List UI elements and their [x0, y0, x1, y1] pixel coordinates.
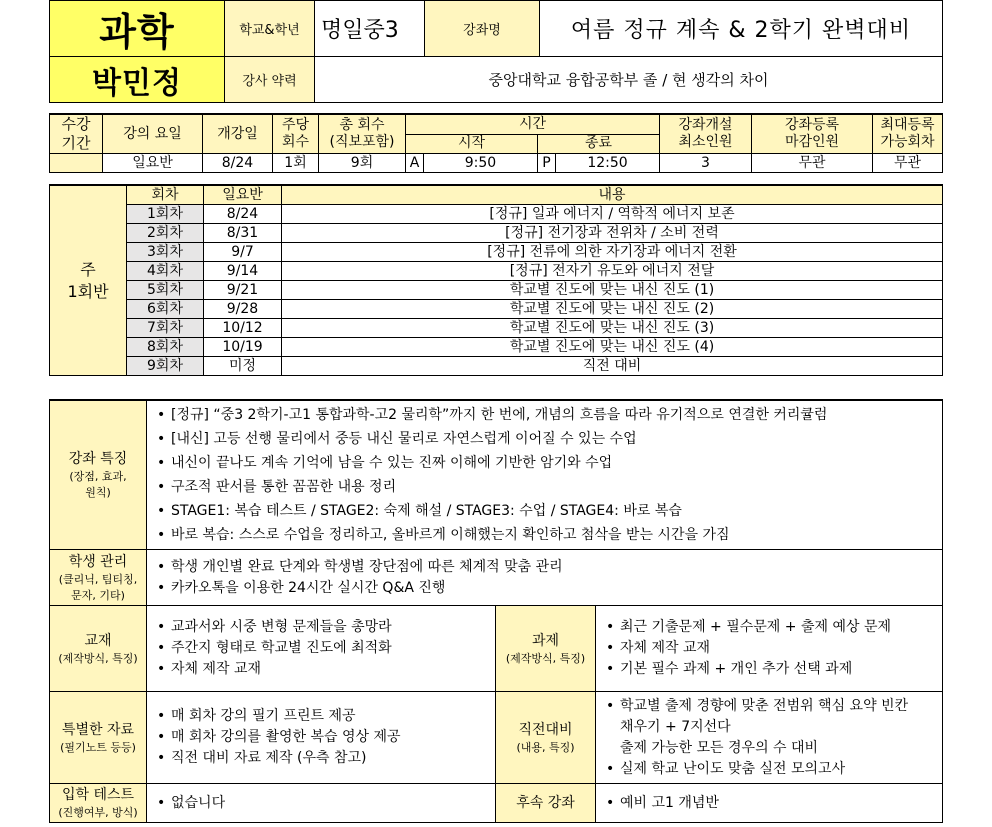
max-header-l2: 가능회차 — [880, 134, 935, 150]
final-prep-label-cell — [496, 692, 596, 784]
textbook-label-cell — [50, 606, 147, 692]
school-label: 학교&학년 — [225, 1, 315, 57]
deadline-header-l2: 마감인원 — [784, 134, 840, 150]
list-item: • 주간지 형태로 학교별 진도에 최적화 — [157, 640, 392, 656]
period-label-spacer — [50, 154, 103, 173]
table-row — [50, 319, 943, 338]
table-row — [50, 338, 943, 357]
followup-label: 후속 강좌 — [516, 795, 575, 811]
date-cell: 8/31 — [204, 224, 282, 243]
total-value: 9회 — [319, 154, 406, 173]
schedule-side-label — [50, 185, 127, 376]
list-item: • 학교별 출제 경향에 맞춘 전범위 핵심 요약 빈칸 — [606, 697, 909, 714]
management-sub-l1: (클리닉, 팀티칭, — [58, 572, 138, 586]
list-item: • 기본 필수 과제 + 개인 추가 선택 과제 — [606, 661, 853, 677]
details-table — [49, 399, 943, 823]
session-cell: 6회차 — [127, 300, 204, 319]
final-prep-label: 직전대비 — [518, 721, 573, 738]
session-cell: 7회차 — [127, 319, 204, 338]
date-cell: 8/24 — [204, 205, 282, 224]
table-row — [50, 281, 943, 300]
intro-value: 중앙대학교 융합공학부 졸 / 현 생각의 차이 — [315, 57, 943, 103]
session-cell: 3회차 — [127, 243, 204, 262]
management-sub-l2: 문자, 기타) — [71, 588, 125, 602]
management-list — [147, 550, 943, 606]
deadline-value: 무관 — [752, 154, 873, 173]
course-label: 강좌명 — [425, 1, 540, 57]
max-header — [873, 114, 943, 154]
content-cell: 직전 대비 — [282, 357, 943, 376]
school-value: 명일중3 — [315, 1, 425, 57]
end-ampm: P — [538, 154, 556, 173]
start-date-value: 8/24 — [203, 154, 273, 173]
content-cell: 학교별 진도에 맞는 내신 진도 (2) — [282, 300, 943, 319]
table-row — [50, 300, 943, 319]
date-cell: 미정 — [204, 357, 282, 376]
schedule-side-label-l2: 1회반 — [67, 281, 109, 301]
min-value: 3 — [660, 154, 752, 173]
date-cell: 9/14 — [204, 262, 282, 281]
session-cell: 5회차 — [127, 281, 204, 300]
date-cell: 10/19 — [204, 338, 282, 357]
followup-value: 예비 고1 개념반 — [620, 795, 719, 811]
list-item: • 구조적 판서를 통한 꼼꼼한 내용 정리 — [157, 479, 397, 495]
weekly-header — [273, 114, 319, 154]
weekly-value: 1회 — [273, 154, 319, 173]
features-list — [147, 400, 943, 550]
date-cell: 9/7 — [204, 243, 282, 262]
session-cell: 8회차 — [127, 338, 204, 357]
content-cell: [정규] 전기장과 전위차 / 소비 전력 — [282, 224, 943, 243]
list-item: • STAGE1: 복습 테스트 / STAGE2: 숙제 해설 / STAGE3: 수업 / STAGE4: 바로 복습 — [157, 503, 682, 519]
list-item: • 학생 개인별 완료 단계와 학생별 장단점에 따른 체계적 맞춤 관리 — [157, 558, 563, 575]
schedule-table — [49, 184, 943, 376]
entrance-label: 입학 테스트 — [61, 787, 135, 803]
followup-value-cell — [596, 784, 943, 823]
list-item: • 예비 고1 개념반 — [606, 795, 719, 811]
subject-title: 과학 — [50, 1, 225, 57]
max-header-l1: 최대등록 — [880, 117, 935, 133]
special-sub: (필기노트 등등) — [60, 740, 136, 754]
weekly-header-l2: 회수 — [281, 134, 310, 150]
list-item: • 내신이 끝나도 계속 기억에 남을 수 있는 진짜 이해에 기반한 암기와 수업 — [157, 455, 613, 471]
entrance-sub: (진행여부, 방식) — [58, 806, 138, 819]
total-header — [319, 114, 406, 154]
min-header-l1: 강좌개설 — [678, 117, 733, 133]
schedule-side-label-l1: 주 — [80, 259, 96, 279]
weekly-header-l1: 주당 — [281, 117, 310, 133]
features-label-cell — [50, 400, 147, 550]
session-header: 회차 — [127, 185, 204, 205]
list-item: • 직전 대비 자료 제작 (우측 참고) — [157, 750, 367, 766]
start-date-header: 개강일 — [203, 114, 273, 154]
period-label — [50, 114, 103, 154]
list-item-continuation: 채우기 + 7지선다 — [620, 718, 731, 735]
deadline-header-l1: 강좌등록 — [784, 117, 840, 133]
list-item: • 최근 기출문제 + 필수문제 + 출제 예상 문제 — [606, 619, 891, 635]
special-label: 특별한 자료 — [61, 721, 135, 738]
total-header-l2: (직보포함) — [329, 134, 395, 150]
session-cell: 1회차 — [127, 205, 204, 224]
content-cell: 학교별 진도에 맞는 내신 진도 (1) — [282, 281, 943, 300]
table-row — [50, 205, 943, 224]
textbook-label: 교재 — [84, 632, 112, 649]
followup-label-cell — [496, 784, 596, 823]
table-row — [50, 243, 943, 262]
content-cell: 학교별 진도에 맞는 내신 진도 (4) — [282, 338, 943, 357]
content-cell: [정규] 일과 에너지 / 역학적 에너지 보존 — [282, 205, 943, 224]
session-cell: 9회차 — [127, 357, 204, 376]
special-label-cell — [50, 692, 147, 784]
list-item: • 매 회차 강의 필기 프린트 제공 — [157, 708, 356, 724]
management-label: 학생 관리 — [68, 553, 128, 570]
max-value: 무관 — [873, 154, 943, 173]
entrance-label-cell — [50, 784, 147, 823]
time-end-header: 종료 — [538, 134, 660, 153]
list-item-continuation: 출제 가능한 모든 경우의 수 대비 — [620, 739, 819, 756]
min-header — [660, 114, 752, 154]
list-item: • 없습니다 — [157, 795, 226, 811]
content-header: 내용 — [282, 185, 943, 205]
list-item: • 교과서와 시중 변형 문제들을 총망라 — [157, 619, 392, 635]
final-prep-sub: (내용, 특징) — [516, 740, 575, 754]
total-header-l1: 총 회수 — [339, 117, 385, 133]
list-item: • [내신] 고등 선행 물리에서 중등 내신 물리로 자연스럽게 이어질 수 있는 수업 — [157, 431, 637, 447]
course-value: 여름 정규 계속 & 2학기 완벽대비 — [540, 1, 943, 57]
time-header: 시간 — [406, 114, 660, 134]
list-item: • 바로 복습: 스스로 수업을 정리하고, 올바르게 이해했는지 확인하고 첨삭을 받는 시간을 가짐 — [157, 527, 730, 543]
content-cell: [정규] 전자기 유도와 에너지 전달 — [282, 262, 943, 281]
textbook-list — [147, 606, 496, 692]
homework-list — [596, 606, 943, 692]
date-cell: 9/28 — [204, 300, 282, 319]
header-table — [49, 0, 943, 103]
day-value: 일요반 — [103, 154, 203, 173]
time-start-header: 시작 — [406, 134, 538, 153]
teacher-name: 박민정 — [50, 57, 225, 103]
final-prep-list — [596, 692, 943, 784]
table-row — [50, 262, 943, 281]
homework-label-cell — [496, 606, 596, 692]
session-cell: 2회차 — [127, 224, 204, 243]
content-cell: [정규] 전류에 의한 자기장과 에너지 전환 — [282, 243, 943, 262]
period-label-text: 수강 기간 — [61, 115, 91, 152]
date-cell: 10/12 — [204, 319, 282, 338]
date-header: 일요반 — [204, 185, 282, 205]
content-cell: 학교별 진도에 맞는 내신 진도 (3) — [282, 319, 943, 338]
start-time: 9:50 — [424, 154, 538, 173]
special-list — [147, 692, 496, 784]
entrance-value: 없습니다 — [171, 795, 226, 811]
list-item: • 매 회차 강의를 촬영한 복습 영상 제공 — [157, 729, 401, 745]
entrance-value-cell — [147, 784, 496, 823]
list-item: • 실제 학교 난이도 맞춤 실전 모의고사 — [606, 760, 846, 777]
features-sub-l1: (장점, 효과, — [69, 470, 127, 483]
homework-label: 과제 — [531, 632, 560, 649]
homework-sub: (제작방식, 특징) — [505, 651, 586, 665]
period-table — [49, 113, 943, 173]
management-label-cell — [50, 550, 147, 606]
session-cell: 4회차 — [127, 262, 204, 281]
end-time: 12:50 — [556, 154, 660, 173]
features-label: 강좌 특징 — [68, 451, 128, 467]
date-cell: 9/21 — [204, 281, 282, 300]
deadline-header — [752, 114, 873, 154]
intro-label: 강사 약력 — [225, 57, 315, 103]
features-sub-l2: 원칙) — [85, 486, 111, 499]
list-item: • 자체 제작 교재 — [157, 661, 262, 677]
table-row — [50, 224, 943, 243]
list-item: • 카카오톡을 이용한 24시간 실시간 Q&A 진행 — [157, 579, 446, 596]
list-item: • 자체 제작 교재 — [606, 640, 711, 656]
min-header-l2: 최소인원 — [678, 134, 733, 150]
textbook-sub: (제작방식, 특징) — [58, 651, 138, 665]
table-row — [50, 357, 943, 376]
start-ampm: A — [406, 154, 424, 173]
list-item: • [정규] “중3 2학기-고1 통합과학-고2 물리학”까지 한 번에, 개념의 흐름을 따라 유기적으로 연결한 커리큘럼 — [157, 407, 828, 423]
day-header: 강의 요일 — [103, 114, 203, 154]
